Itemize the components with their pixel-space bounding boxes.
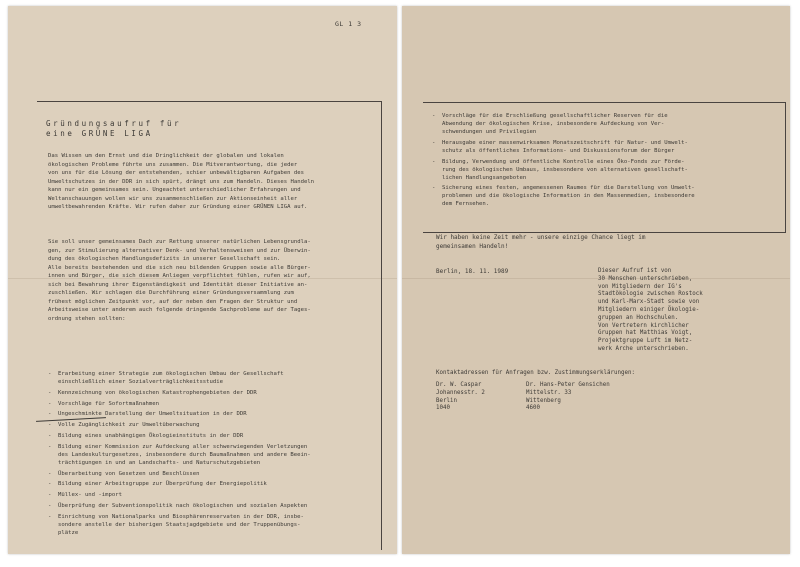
list-item: - Vorschläge für die Erschließung gesellschaftlicher Reserven für die Abwendung der ökologischen Krise, insbesondere Aufdeckung von Ver- schwendungen und Privilegien xyxy=(432,113,668,135)
title-line-1: Gründungsaufruf für xyxy=(46,119,182,128)
text-line: von uns für die Lösung der entstehenden, schier unbewältigbaren Aufgaben des xyxy=(48,170,304,176)
list-item: - Erarbeitung einer Strategie zum ökologischen Umbau der Gesellschaft einschließlich einer Sozialverträglichkeitsstudie xyxy=(48,371,284,385)
list-item: - Kennzeichnung von ökologischen Katastrophengebieten der DDR xyxy=(48,389,257,396)
document-page-right xyxy=(402,6,790,554)
list-item: - Überprüfung der Subventionspolitik nach ökologischen und sozialen Aspekten xyxy=(48,502,308,509)
list-item: - Bildung einer Kommission zur Aufdeckung aller schwerwiegenden Verletzungen des Landeskulturgesetzes, insbesondere durch Baumaßnahmen und andere Beein- trächtigungen in und an Landschafts- und Naturschutzgebieten xyxy=(48,443,311,466)
list-item: - Herausgabe einer massenwirksamen Monatszeitschrift für Natur- und Umwelt- schutz als öffentliches Informations- und Diskussionsforum der Bürger xyxy=(432,139,688,154)
text-line: Weltanschauungen wollen wir uns zusammenschließen zur Aktionseinheit aller xyxy=(48,195,298,202)
agenda-list xyxy=(48,370,311,540)
text-line: Das Wissen um den Ernst und die Dringlichkeit der globalen und lokalen xyxy=(48,153,284,159)
title-line-2: eine GRÜNE LIGA xyxy=(46,129,153,138)
contact-heading: Kontaktadressen für Anfragen bzw. Zustimmungserklärungen: xyxy=(436,370,635,376)
appeal-text: Wir haben keine Zeit mehr - unsere einzige Chance liegt im gemeinsamen Handeln! xyxy=(436,234,646,250)
text-line: frühest möglichen Zeitpunkt vor, auf der neben den Fragen der Struktur und xyxy=(48,298,298,305)
text-line: innen und Bürger, die sich diesem Anliegen verpflichtet fühlen, rufen wir auf, xyxy=(48,273,311,279)
place-date: Berlin, 18. 11. 1989 xyxy=(436,268,509,275)
paper-fold xyxy=(402,278,790,279)
text-line: Umweltschutzes in der DDR in sich spürt, drängt uns zum Handeln. Dieses Handeln xyxy=(48,178,315,185)
document-page-left xyxy=(8,6,397,554)
text-line: ordnung stehen sollten: xyxy=(48,315,126,322)
contact-address-1: Dr. W. Caspar Johannesstr. 2 Berlin 1040 xyxy=(436,382,485,412)
list-item: - Sicherung eines festen, angemessenen Raumes für die Darstellung von Umwelt- problemen und die ökologische Information in den Massenmedien, insbesondere dem Fernsehen. xyxy=(432,185,695,208)
agenda-list-continued xyxy=(432,112,695,211)
text-line: umweltbewahrenden Kräfte. Wir rufen daher zur Gründung einer GRÜNEN LIGA auf. xyxy=(48,204,308,210)
text-line: sich bei Bewahrung ihrer Eigenständigkeit und Identität dieser Initiative an- xyxy=(48,281,308,288)
text-line: ökologischen Probleme führte uns zusammen. Die Mitverantwortung, die jeder xyxy=(48,161,298,168)
list-item: - Müllex- und -import xyxy=(48,492,122,499)
paragraph-2 xyxy=(48,238,388,323)
text-line: Alle bereits bestehenden und die sich neu bildenden Gruppen sowie alle Bürger- xyxy=(48,264,311,271)
text-line: zuschließen. Wir schlagen die Durchführung einer Gründungsversammlung zum xyxy=(48,290,294,296)
text-line: Arbeitsweise unter anderem auch folgende dringende Sachprobleme auf der Tages- xyxy=(48,307,311,313)
list-item: - Vorschläge für Sofortmaßnahmen xyxy=(48,400,160,407)
text-line: gen, zur Stimulierung alternativer Denk- und Verhaltensweisen und zur Überwin- xyxy=(48,247,311,254)
list-item: - Bildung, Verwendung und öffentliche Kontrolle eines Öko-Fonds zur Förde- rung des ökologischen Umbaus, insbesondere von alternativen gesellschaft- lichen Handlungsangeboten xyxy=(432,158,688,181)
list-item: - Ungeschminkte Darstellung der Umweltsituation in der DDR xyxy=(48,411,247,418)
signatories-note: Dieser Aufruf ist von 30 Menschen unterschrieben, von Mitgliedern der IG's Stadtökologie zwischen Rostock und Karl-Marx-Stadt sowie von Mitgliedern einiger Ökologie- gruppen an Hochschulen. Von Vertretern kirchlicher Gruppen hat Matthias Voigt, Projektgruppe Luft im Netz- werk Arche unterschrieben. xyxy=(598,268,703,352)
list-item: - Bildung eines unabhängigen Ökologieinstituts in der DDR xyxy=(48,432,244,439)
paragraph-1 xyxy=(48,152,388,212)
text-line: Sie soll unser gemeinsames Dach zur Rettung unserer natürlichen Lebensgrundla- xyxy=(48,239,311,245)
list-item: - Bildung einer Arbeitsgruppe zur Überprüfung der Energiepolitik xyxy=(48,481,267,488)
list-item: - Überarbeitung von Gesetzen und Beschlüssen xyxy=(48,470,200,477)
contact-address-2: Dr. Hans-Peter Gensichen Mittelstr. 33 Wittenberg 4600 xyxy=(526,382,610,412)
list-item: - Einrichtung von Nationalparks und Biosphärenreservaten in der DDR, insbe- sondere anstelle der bisherigen Staatsjagdgebiete und der Truppenübungs- plätze xyxy=(48,513,304,536)
text-line: dung des ökologischen Handlungsdefizits in unserer Gesellschaft sein. xyxy=(48,256,281,262)
list-item: - Volle Zugänglichkeit zur Umweltüberwachung xyxy=(48,422,200,429)
text-line: kann nur ein gemeinsames sein. Ungeachtet unterschiedlicher Erfahrungen und xyxy=(48,187,301,193)
page-reference: GL 1 3 xyxy=(335,20,362,28)
